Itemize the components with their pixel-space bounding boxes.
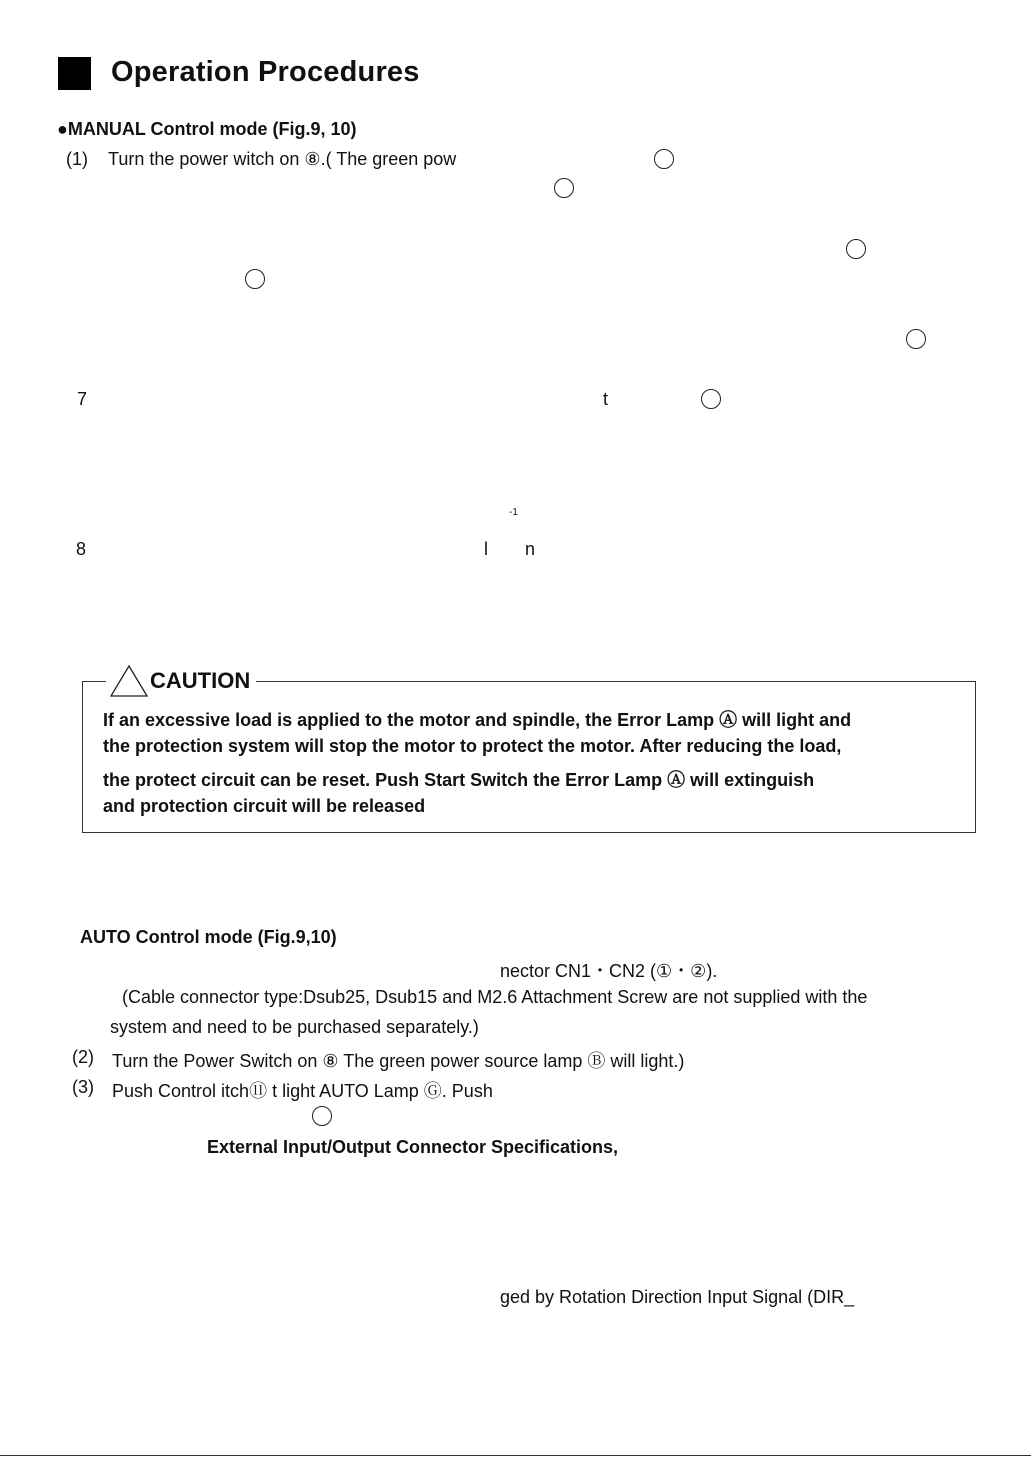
- manual-step-8-fragment-n: n: [525, 539, 536, 559]
- manual-mode-title: [57, 119, 357, 140]
- heading-square-icon: [58, 57, 91, 90]
- caution-line-1: If an excessive load is applied to the motor and spindle, the Error Lamp Ⓐ will light and: [103, 710, 852, 730]
- empty-circle-marker: [312, 1106, 332, 1126]
- caution-line-4: and protection circuit will be released: [103, 796, 426, 816]
- caution-header: [106, 664, 256, 698]
- empty-circle-marker: [554, 178, 574, 198]
- manual-step-7-number: 7: [77, 389, 88, 409]
- empty-circle-marker: [701, 389, 721, 409]
- empty-circle-marker: [654, 149, 674, 169]
- auto-step-3-number: (3): [72, 1077, 94, 1097]
- manual-step-8-number: 8: [76, 539, 87, 559]
- rotation-direction-fragment: ged by Rotation Direction Input Signal (DIR_: [500, 1287, 855, 1307]
- manual-step-7-fragment: t: [603, 389, 609, 409]
- auto-step-2-number: (2): [72, 1047, 94, 1067]
- manual-mode-title-text: MANUAL Control mode (Fig.9, 10): [67, 119, 357, 139]
- manual-step-8-fragment-l: l: [484, 539, 488, 559]
- empty-circle-marker: [245, 269, 265, 289]
- page-bottom-rule: [0, 1455, 1031, 1456]
- page-title: Operation Procedures: [111, 56, 420, 88]
- caution-line-3: the protect circuit can be reset. Push Start Switch the Error Lamp Ⓐ will extinguish: [103, 770, 815, 790]
- auto-cable-note-line-2: system and need to be purchased separately.): [110, 1017, 479, 1037]
- caution-line-2: the protection system will stop the motor to protect the motor. After reducing the load,: [103, 736, 842, 756]
- manual-step-1-text: Turn the power witch on ⑧.( The green pow: [108, 149, 457, 169]
- empty-circle-marker: [906, 329, 926, 349]
- auto-connector-text: nector CN1・CN2 (①・②).: [500, 961, 718, 981]
- auto-mode-title: AUTO Control mode (Fig.9,10): [80, 927, 337, 947]
- specs-reference: External Input/Output Connector Specifications,: [207, 1137, 619, 1157]
- bullet-dot-icon: ●: [57, 119, 68, 139]
- manual-step-1-number: (1): [66, 149, 88, 169]
- superscript-fragment: -1: [509, 507, 518, 518]
- auto-cable-note-line-1: (Cable connector type:Dsub25, Dsub15 and M2.6 Attachment Screw are not supplied with the: [122, 987, 868, 1007]
- caution-label: CAUTION: [150, 668, 251, 693]
- auto-step-2-text: Turn the Power Switch on ⑧ The green power source lamp Ⓑ will light.): [112, 1051, 685, 1071]
- auto-step-3-text: Push Control itch⑪ t light AUTO Lamp Ⓖ. Push: [112, 1081, 493, 1101]
- warning-triangle-icon: [110, 665, 148, 697]
- empty-circle-marker: [846, 239, 866, 259]
